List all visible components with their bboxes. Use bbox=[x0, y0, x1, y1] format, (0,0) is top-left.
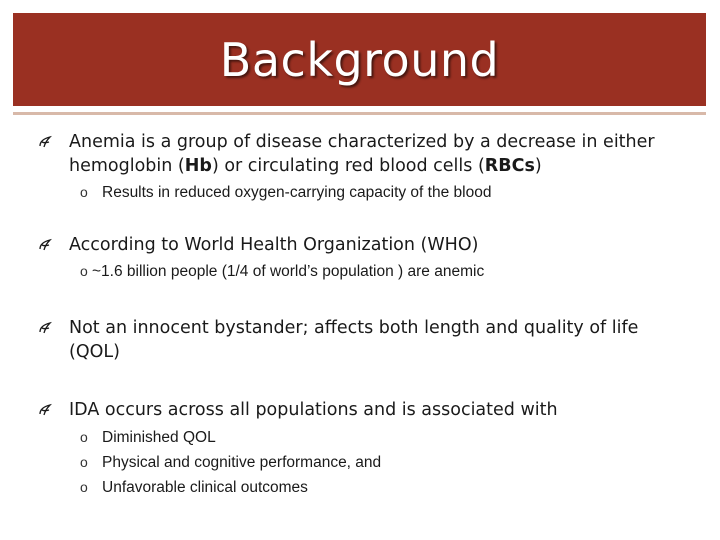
bullet-text: Not an innocent bystander; affects both length and quality of life (QOL) bbox=[69, 318, 639, 362]
title-bar bbox=[13, 13, 706, 106]
sub-bullet: o ~1.6 billion people (1/4 of world’s population ) are anemic bbox=[80, 263, 485, 280]
title-divider bbox=[13, 112, 706, 115]
slide-title: Background bbox=[219, 32, 500, 87]
flourish-bullet-icon bbox=[38, 321, 52, 335]
sub-bullet: o Results in reduced oxygen-carrying capacity of the blood bbox=[80, 184, 492, 201]
bullet-ida bbox=[38, 398, 678, 422]
bullet-who bbox=[38, 233, 678, 257]
flourish-bullet-icon bbox=[38, 403, 52, 417]
bullet-text: According to World Health Organization (WHO) bbox=[69, 235, 479, 255]
flourish-bullet-icon bbox=[38, 135, 52, 149]
bullet-text: Anemia is a group of disease characterized by a decrease in either hemoglobin (Hb) or circulating red blood cells (RBCs) bbox=[69, 132, 655, 176]
bullet-anemia bbox=[38, 130, 678, 178]
sub-bullet: o Diminished QOL bbox=[80, 429, 216, 446]
bullet-text: IDA occurs across all populations and is associated with bbox=[69, 400, 558, 420]
sub-bullet: o Physical and cognitive performance, and bbox=[80, 454, 382, 471]
sub-bullet: o Unfavorable clinical outcomes bbox=[80, 479, 308, 496]
flourish-bullet-icon bbox=[38, 238, 52, 252]
bullet-bystander bbox=[38, 316, 678, 364]
